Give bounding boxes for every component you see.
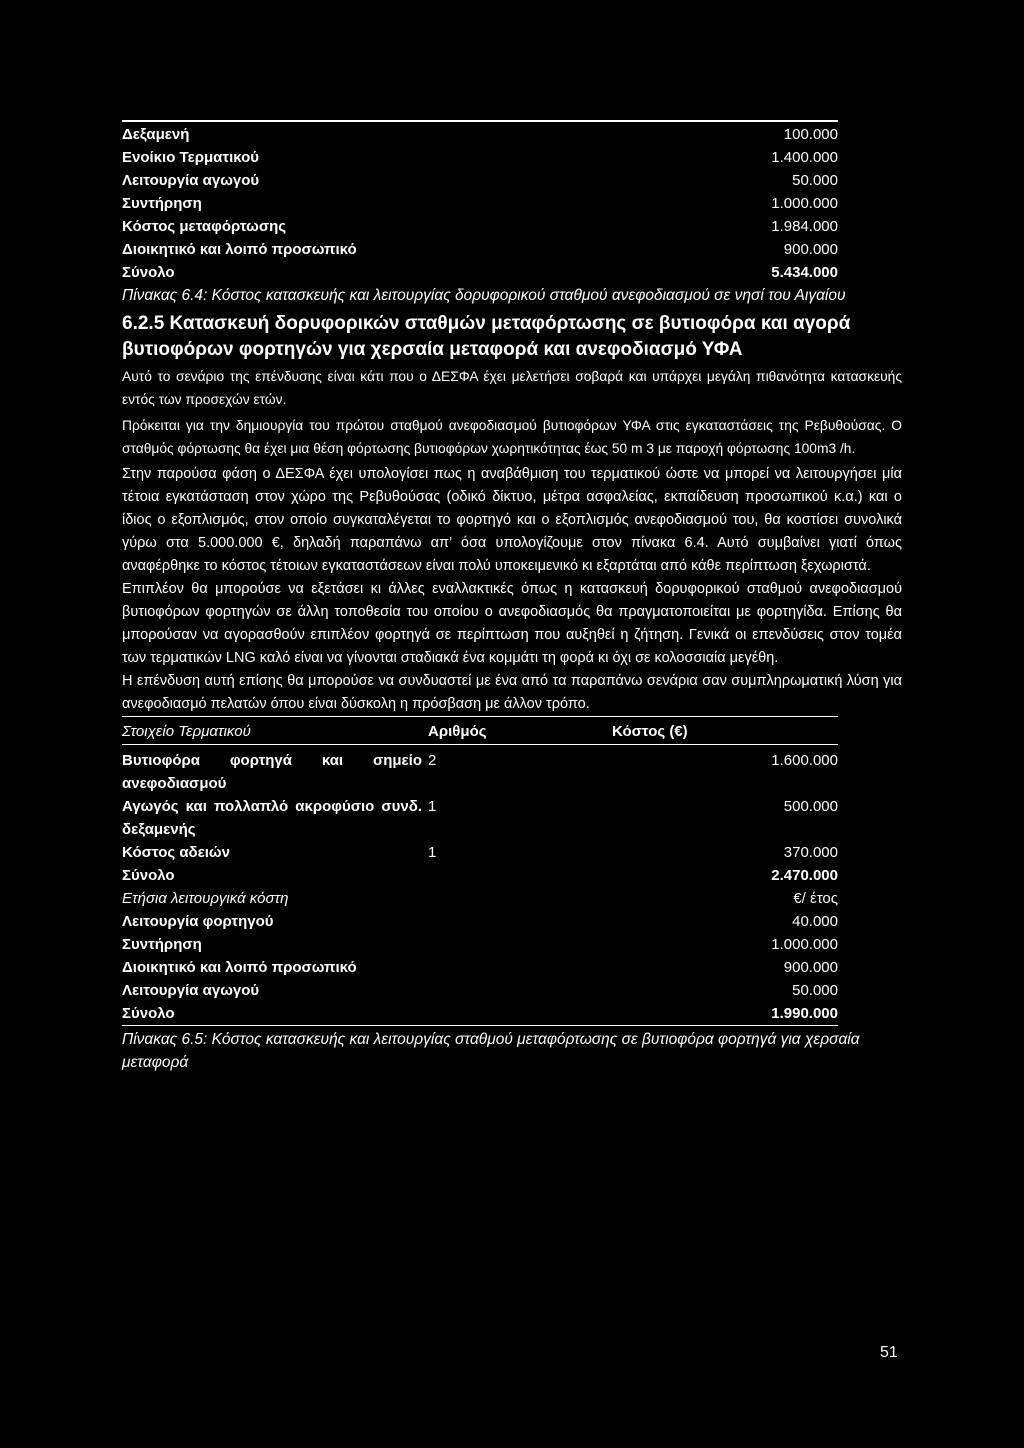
table2-caption: Πίνακας 6.5: Κόστος κατασκευής και λειτουργίας σταθμού μεταφόρτωσης σε βυτιοφόρα φορτηγά για χερσαία μεταφορά [122, 1031, 860, 1071]
table-total-row [122, 261, 838, 284]
header-cost: Κόστος (€) [612, 723, 688, 740]
table2 [122, 749, 902, 1025]
row-value: 900.000 [783, 959, 838, 976]
section-heading: 6.2.5 Κατασκευή δορυφορικών σταθμών μεταφόρτωσης σε βυτιοφόρα και αγορά βυτιοφόρων φορτηγών για χερσαία μεταφορά και ανεφοδιασμό ΥΦΑ [122, 313, 851, 360]
table-row [122, 749, 838, 795]
row-label: Δεξαμενή [122, 126, 190, 143]
row-value: 1.000.000 [771, 936, 838, 953]
header-count: Αριθμός [428, 723, 487, 740]
row-value: 50.000 [792, 172, 838, 189]
table-subheader-row [122, 887, 838, 910]
row-value: 1.000.000 [771, 195, 838, 212]
row-value: 2.470.000 [771, 867, 838, 884]
paragraph-1: Αυτό το σενάριο της επένδυσης είναι κάτι που ο ΔΕΣΦΑ έχει μελετήσει σοβαρά και υπάρχει μεγάλη πιθανότητα κατασκευής εντός των προσεχών ετών. [122, 369, 902, 407]
page-number: 51 [880, 1344, 898, 1361]
table2-top-rule [122, 716, 838, 717]
row-value: 100.000 [783, 126, 838, 143]
table1-caption: Πίνακας 6.4: Κόστος κατασκευής και λειτουργίας δορυφορικού σταθμού ανεφοδιασμού σε νησί του Αιγαίου [122, 287, 846, 304]
table2-header-rule [122, 744, 838, 745]
row-count: 1 [428, 844, 437, 861]
row-count [428, 933, 528, 956]
row-label: Σύνολο [122, 867, 175, 884]
table-row [122, 238, 838, 261]
row-label: Ετήσια λειτουργικά κόστη [122, 890, 289, 907]
table-row [122, 215, 838, 238]
row-value: 370.000 [783, 844, 838, 861]
row-label: Σύνολο [122, 264, 175, 281]
table-row [122, 979, 838, 1002]
row-value: 500.000 [783, 798, 838, 815]
row-label: Λειτουργία αγωγού [122, 982, 260, 999]
row-label: Κόστος μεταφόρτωσης [122, 218, 287, 235]
row-count [428, 1002, 528, 1025]
row-label: Συντήρηση [122, 936, 202, 953]
row-count [428, 887, 528, 910]
row-value: 1.984.000 [771, 218, 838, 235]
row-label: Διοικητικό και λοιπό προσωπικό [122, 241, 357, 258]
paragraph-2: Πρόκειται για την δημιουργία του πρώτου σταθμού ανεφοδιασμού βυτιοφόρων ΥΦΑ στις εγκαταστάσεις της Ρεβυθούσας. Ο σταθμός φόρτωσης θα έχει μια θέση φόρτωσης βυτιοφόρων χωρητικότητας έως 50 m 3 με παροχή φόρτωσης 100m3 /h. [122, 418, 902, 456]
document-page [122, 120, 902, 1074]
row-value: €/ έτος [793, 890, 838, 907]
table-total-row [122, 1002, 838, 1025]
row-label: Λειτουργία φορτηγού [122, 913, 274, 930]
table-row [122, 795, 838, 841]
row-label: Ενοίκιο Τερματικού [122, 149, 260, 166]
table-row [122, 956, 838, 979]
table-row [122, 192, 838, 215]
row-label: Βυτιοφόρα φορτηγά και σημείο ανεφοδιασμού [122, 752, 422, 792]
table1-top-rule [122, 120, 838, 122]
table-row [122, 841, 838, 864]
row-label: Αγωγός και πολλαπλό ακροφύσιο συνδ. δεξαμενής [122, 798, 422, 838]
header-item: Στοιχείο Τερματικού [122, 723, 251, 740]
row-value: 1.990.000 [771, 1005, 838, 1022]
table-row [122, 146, 838, 169]
row-count [428, 864, 528, 887]
row-label: Λειτουργία αγωγού [122, 172, 260, 189]
row-value: 5.434.000 [771, 264, 838, 281]
table-row [122, 123, 838, 146]
row-value: 40.000 [792, 913, 838, 930]
row-label: Διοικητικό και λοιπό προσωπικό [122, 959, 357, 976]
table2-bottom-rule [122, 1025, 838, 1026]
table-row [122, 910, 838, 933]
row-count [428, 910, 528, 933]
row-count [428, 956, 528, 979]
paragraph-4: Επιπλέον θα μπορούσε να εξετάσει κι άλλες εναλλακτικές όπως η κατασκευή δορυφορικού σταθμού ανεφοδιασμού βυτιοφόρων φορτηγών σε άλλη τοποθεσία του οποίου ο ανεφοδιασμός θα πραγματοποιείται με φορτηγίδα. Επίσης θα μπορούσαν να αγορασθούν επιπλέον φορτηγά σε περίπτωση που αυξηθεί η ζήτηση. Γενικά οι επενδύσεις στον τομέα των τερματικών LNG καλό είναι να γίνονται σταδιακά ένα κομμάτι τη φορά κι όχι σε κολοσσιαία μεγέθη. [122, 581, 902, 666]
table2-header [122, 720, 838, 744]
table-row [122, 933, 838, 956]
row-count: 1 [428, 798, 437, 815]
table1 [122, 123, 902, 284]
paragraph-5: Η επένδυση αυτή επίσης θα μπορούσε να συνδυαστεί με ένα από τα παραπάνω σενάρια σαν συμπληρωματική λύση για ανεφοδιασμό πελατών όπου είναι δύσκολη η πρόσβαση με άλλον τρόπο. [122, 673, 902, 712]
row-value: 1.400.000 [771, 149, 838, 166]
row-label: Σύνολο [122, 1005, 175, 1022]
table-total-row [122, 864, 838, 887]
row-label: Κόστος αδειών [122, 844, 230, 861]
row-count [428, 979, 528, 1002]
row-value: 900.000 [783, 241, 838, 258]
row-value: 50.000 [792, 982, 838, 999]
row-count: 2 [428, 752, 437, 769]
table-row [122, 169, 838, 192]
paragraph-3: Στην παρούσα φάση ο ΔΕΣΦΑ έχει υπολογίσει πως η αναβάθμιση του τερματικού ώστε να μπορεί να λειτουργήσει μία τέτοια εγκατάσταση στον χώρο της Ρεβυθούσας (οδικό δίκτυο, μέτρα ασφαλείας, εκπαίδευση προσωπικού κ.α.) και ο ίδιος ο εξοπλισμός, στον οποίο συγκαταλέγεται το φορτηγό και ο εξοπλισμός ανεφοδιασμού του, θα κοστίσει συνολικά γύρω στα 5.000.000 €, δηλαδή παραπάνω απ’ όσα υπολογίζουμε στον πίνακα 6.4. Αυτό συμβαίνει γιατί όπως αναφέρθηκε το κόστος τέτοιων εγκαταστάσεων είναι πολύ υποκειμενικό κι εξαρτάται από κάθε περίπτωση ξεχωριστά. [122, 466, 902, 574]
row-value: 1.600.000 [771, 752, 838, 769]
row-label: Συντήρηση [122, 195, 202, 212]
